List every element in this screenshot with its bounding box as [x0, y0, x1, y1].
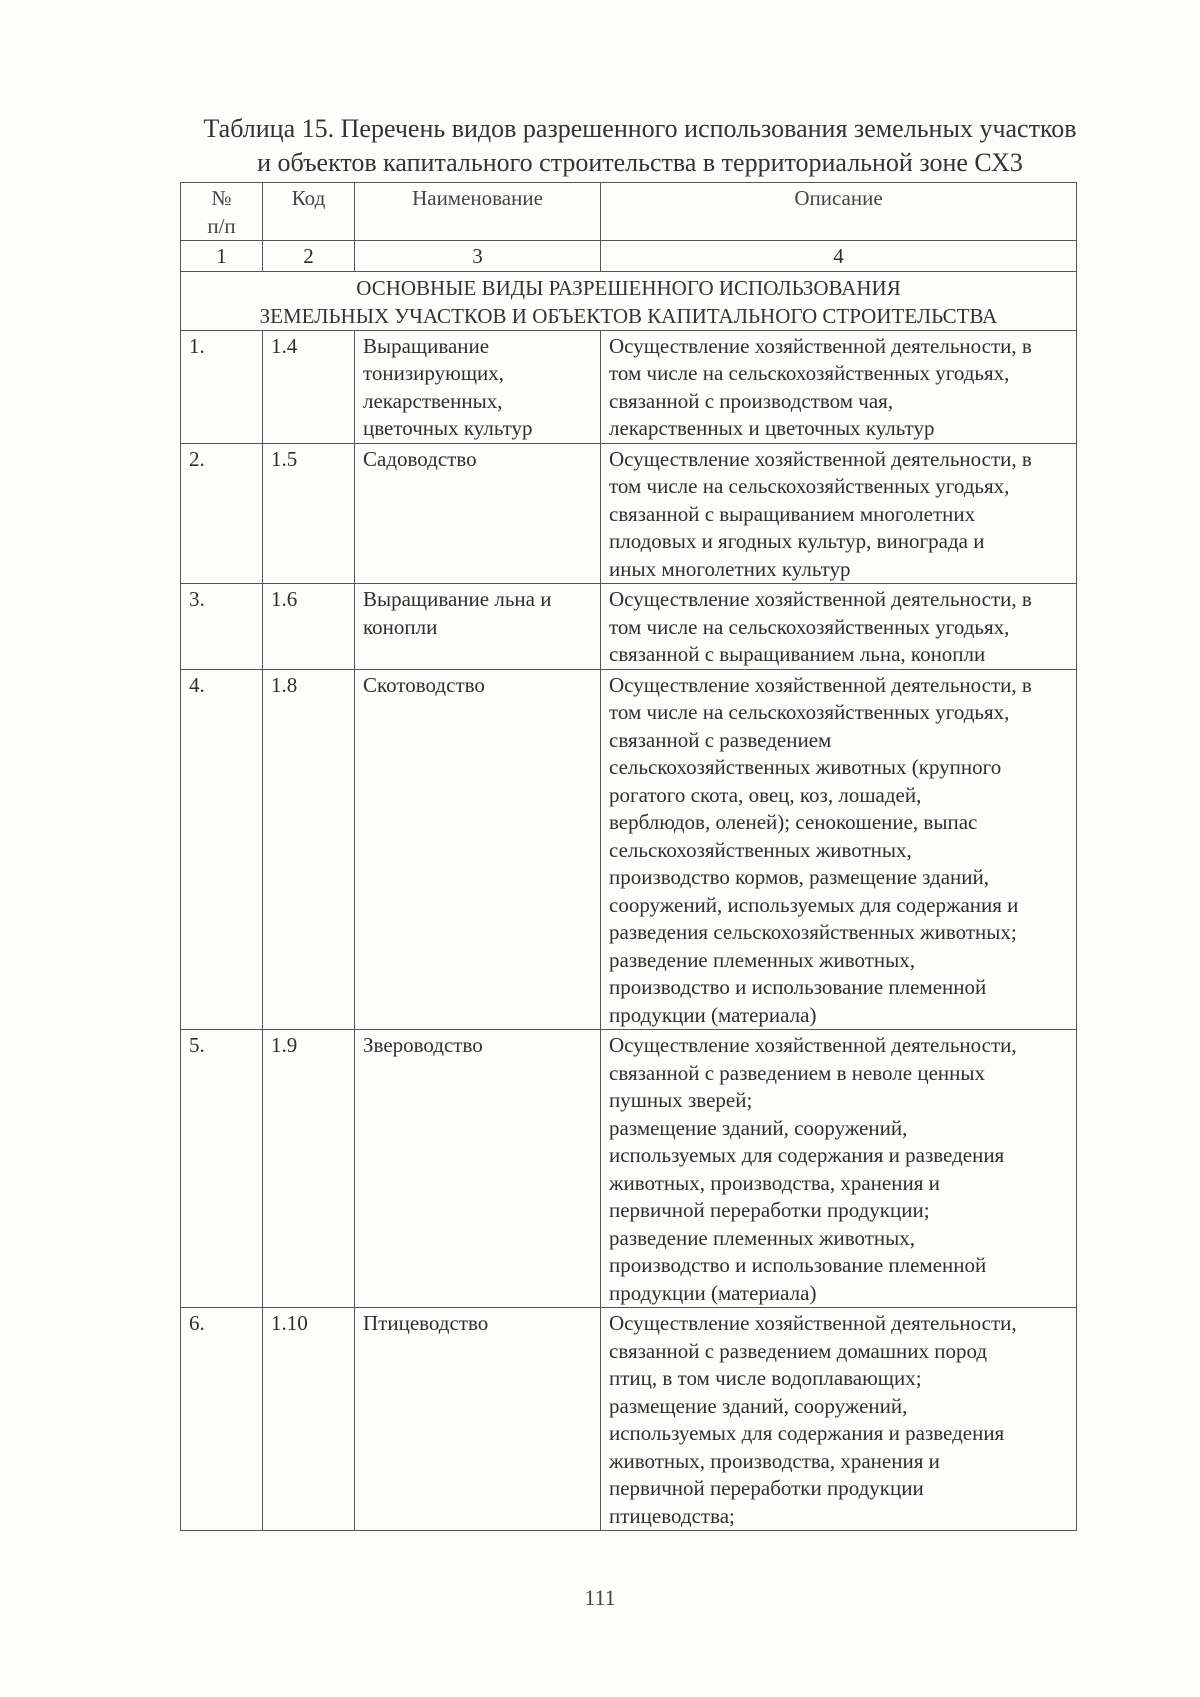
- row-description-line: верблюдов, оленей); сенокошение, выпас: [609, 810, 978, 834]
- row-name-line: Выращивание: [363, 333, 490, 358]
- column-number-row: [181, 241, 1077, 272]
- table-title-line-2: и объектов капитального строительства в территориальной зоне СХ3: [257, 148, 1023, 177]
- row-description-line: производство и использование племенной: [609, 975, 987, 999]
- row-code: 1.9: [263, 1030, 355, 1308]
- section-heading-row: [181, 271, 1077, 330]
- header-description: Описание: [601, 183, 1077, 241]
- row-number: 3.: [181, 584, 263, 670]
- row-description-line: связанной с производством чая,: [609, 388, 894, 413]
- page-number: 111: [584, 1585, 616, 1610]
- row-description: [601, 443, 1077, 584]
- row-description-line: связанной с выращиванием многолетних: [609, 501, 976, 526]
- section-heading-line-1: ОСНОВНЫЕ ВИДЫ РАЗРЕШЕННОГО ИСПОЛЬЗОВАНИЯ: [356, 275, 901, 300]
- row-name-line: Скотоводство: [363, 672, 485, 697]
- row-description-line: птиц, в том числе водоплавающих;: [609, 1366, 922, 1390]
- row-description-line: том числе на сельскохозяйственных угодьях,: [609, 700, 1010, 724]
- row-name-line: Выращивание льна и: [363, 587, 552, 611]
- row-description-line: Осуществление хозяйственной деятельности,: [609, 1311, 1017, 1335]
- row-description-line: том числе на сельскохозяйственных угодьях,: [609, 474, 1010, 498]
- table-header-row: [181, 183, 1077, 241]
- table-row: [181, 584, 1077, 670]
- column-number-2: 2: [263, 241, 355, 272]
- row-description: [601, 669, 1077, 1030]
- row-description-line: Осуществление хозяйственной деятельности,: [609, 1033, 1017, 1057]
- row-description-line: связанной с выращиванием льна, конопли: [609, 642, 986, 666]
- row-name-line: Звероводство: [363, 1033, 483, 1057]
- row-description: [601, 330, 1077, 443]
- table-row: [181, 669, 1077, 1030]
- table-title-line-1: Таблица 15. Перечень видов разрешенного использования земельных участков: [203, 114, 1077, 143]
- row-number: 4.: [181, 669, 263, 1030]
- row-description-line: пушных зверей;: [609, 1088, 753, 1112]
- row-name: [355, 669, 601, 1030]
- row-description-line: Осуществление хозяйственной деятельности, в: [609, 333, 1032, 358]
- row-description-line: сооружений, используемых для содержания и: [609, 892, 1019, 917]
- row-description-line: связанной с разведением: [609, 727, 832, 752]
- row-name: [355, 584, 601, 670]
- row-description-line: производство кормов, размещение зданий,: [609, 865, 990, 889]
- row-description-line: разведение племенных животных,: [609, 1225, 916, 1250]
- row-code: 1.8: [263, 669, 355, 1030]
- row-description-line: первичной переработки продукции: [609, 1476, 924, 1500]
- row-description-line: первичной переработки продукции;: [609, 1198, 930, 1222]
- row-name-line: цветочных культур: [363, 416, 533, 440]
- column-number-4: 4: [601, 241, 1077, 272]
- row-description-line: рогатого скота, овец, коз, лошадей,: [609, 782, 922, 807]
- row-name-line: лекарственных,: [363, 388, 503, 413]
- row-name-line: Птицеводство: [363, 1311, 489, 1335]
- row-description-line: связанной с разведением домашних пород: [609, 1338, 988, 1363]
- row-description: [601, 584, 1077, 670]
- row-description-line: плодовых и ягодных культур, винограда и: [609, 529, 985, 553]
- row-number: 6.: [181, 1308, 263, 1531]
- row-description-line: сельскохозяйственных животных,: [609, 837, 912, 862]
- row-name: [355, 1308, 601, 1531]
- row-number: 2.: [181, 443, 263, 584]
- table-row: [181, 330, 1077, 443]
- header-name: Наименование: [355, 183, 601, 241]
- row-code: 1.10: [263, 1308, 355, 1531]
- row-description-line: размещение зданий, сооружений,: [609, 1115, 908, 1140]
- row-description-line: используемых для содержания и разведения: [609, 1143, 1005, 1167]
- row-description-line: животных, производства, хранения и: [609, 1448, 940, 1473]
- row-number: 5.: [181, 1030, 263, 1308]
- row-description: [601, 1030, 1077, 1308]
- row-description-line: Осуществление хозяйственной деятельности, в: [609, 672, 1032, 697]
- row-name: [355, 1030, 601, 1308]
- column-number-1: 1: [181, 241, 263, 272]
- table-row: [181, 1030, 1077, 1308]
- row-description-line: сельскохозяйственных животных (крупного: [609, 755, 1002, 779]
- row-description-line: продукции (материала): [609, 1280, 817, 1305]
- row-description-line: том числе на сельскохозяйственных угодьях,: [609, 614, 1010, 639]
- row-description-line: размещение зданий, сооружений,: [609, 1393, 908, 1418]
- row-description-line: используемых для содержания и разведения: [609, 1421, 1005, 1445]
- header-num: [181, 183, 263, 241]
- section-heading: [181, 271, 1077, 330]
- row-description-line: животных, производства, хранения и: [609, 1170, 940, 1195]
- header-code: Код: [263, 183, 355, 241]
- row-description: [601, 1308, 1077, 1531]
- row-description-line: птицеводства;: [609, 1503, 735, 1528]
- table-body: [181, 330, 1077, 1531]
- row-description-line: разведения сельскохозяйственных животных;: [609, 920, 1017, 944]
- table-title: [140, 112, 1140, 180]
- header-num-line-1: №: [211, 186, 232, 210]
- row-name-line: конопли: [363, 614, 438, 639]
- row-name-line: Садоводство: [363, 446, 477, 471]
- row-description-line: иных многолетних культур: [609, 556, 851, 581]
- land-use-table: [180, 182, 1077, 1531]
- table-row: [181, 1308, 1077, 1531]
- row-code: 1.4: [263, 330, 355, 443]
- section-heading-line-2: ЗЕМЕЛЬНЫХ УЧАСТКОВ И ОБЪЕКТОВ КАПИТАЛЬНОГО СТРОИТЕЛЬСТВА: [259, 303, 998, 328]
- row-description-line: производство и использование племенной: [609, 1253, 987, 1277]
- row-description-line: том числе на сельскохозяйственных угодьях,: [609, 361, 1010, 385]
- row-description-line: лекарственных и цветочных культур: [609, 416, 935, 440]
- column-number-3: 3: [355, 241, 601, 272]
- row-description-line: Осуществление хозяйственной деятельности, в: [609, 446, 1032, 471]
- row-code: 1.6: [263, 584, 355, 670]
- header-num-line-2: п/п: [207, 213, 236, 238]
- row-name: [355, 330, 601, 443]
- row-description-line: продукции (материала): [609, 1002, 817, 1027]
- row-description-line: разведение племенных животных,: [609, 947, 916, 972]
- row-code: 1.5: [263, 443, 355, 584]
- row-name-line: тонизирующих,: [363, 361, 504, 385]
- row-description-line: Осуществление хозяйственной деятельности, в: [609, 587, 1032, 611]
- row-name: [355, 443, 601, 584]
- row-description-line: связанной с разведением в неволе ценных: [609, 1060, 985, 1085]
- table-row: [181, 443, 1077, 584]
- row-number: 1.: [181, 330, 263, 443]
